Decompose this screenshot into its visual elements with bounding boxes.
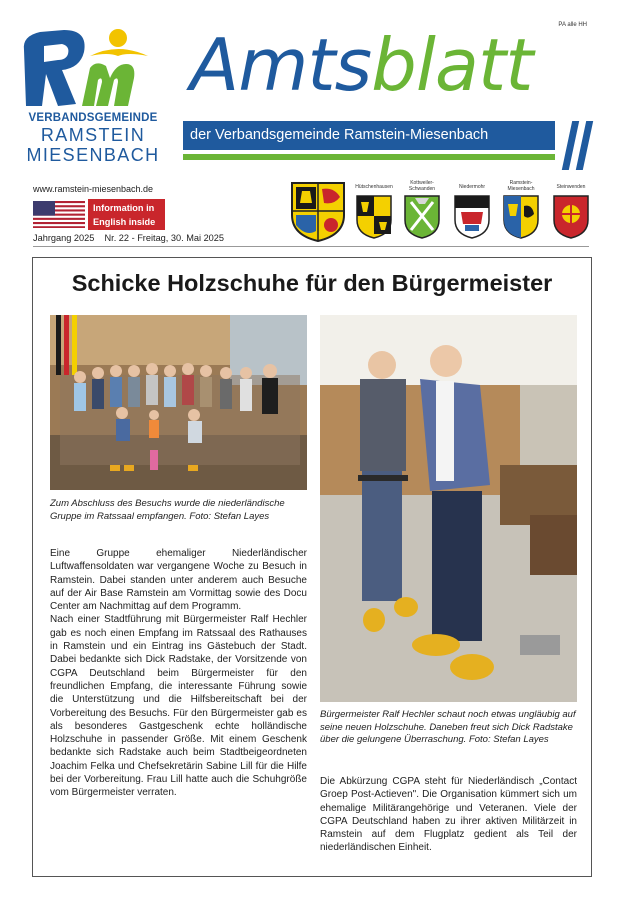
us-flag-icon [33, 201, 85, 228]
article-body-col1 [50, 547, 307, 800]
masthead-green-rule [183, 154, 555, 160]
clogs-photo-image [320, 315, 577, 702]
arms-label-ramstein: Ramstein- Miesenbach [507, 180, 535, 192]
english-info-badge[interactable] [33, 199, 165, 230]
clogs-photo [320, 315, 577, 702]
arms-label-steinwenden: Steinwenden [556, 184, 586, 190]
article-paragraph: Eine Gruppe ehemaliger Niederländischer Luftwaffensoldaten war vergangene Woche zu Besuch in Ramstein. Dabei standen unter anderem auch Besuche auf der Air Base Ramstein am Vormittag sowie des Docu Center am Nachmittag auf dem Programm. [50, 548, 307, 613]
masthead-title-amts: Amts [190, 23, 372, 107]
arms-label-huetschenhausen: Hütschenhausen [355, 184, 393, 190]
masthead-title [190, 24, 532, 106]
distribution-note: PA alle HH [558, 22, 587, 28]
group-photo-caption: Zum Abschluss des Besuchs wurde die niederländische Gruppe im Ratssaal empfangen. Foto: Stefan Layes [50, 498, 285, 522]
issue-line: Jahrgang 2025 Nr. 22 - Freitag, 30. Mai 2025 [33, 233, 225, 243]
kottweiler-schwanden-arms-icon [403, 194, 441, 240]
arms-label-niedermohr: Niedermohr [458, 184, 486, 190]
article-headline: Schicke Holzschuhe für den Bürgermeister [71, 270, 553, 296]
english-info-label: Information in English inside [88, 199, 165, 230]
article-box [32, 257, 592, 877]
masthead-title-blatt: blatt [371, 23, 533, 107]
vg-logo [18, 22, 168, 165]
logo-line-ramstein: RAMSTEIN [40, 125, 146, 145]
article-paragraph: Die Abkürzung CGPA steht für Niederländisch „Contact Groep Post-Actieven". Die Organisation kümmert sich um ehemalige Militärangehörige und Veteranen. Viele der CGPA Deutschland haben zu ihrer aktiven Militärzeit in Ramstein auf dem Flugplatz gedient als Teil der niederländischen Einheit. [320, 776, 577, 854]
arms-label-kottweiler: Kottweiler- Schwanden [408, 180, 436, 192]
verbandsgemeinde-arms-icon [290, 181, 346, 243]
rm-logo-mark-icon [18, 22, 168, 112]
article-body-col2 [320, 775, 577, 855]
masthead-slash-2 [576, 121, 593, 170]
clogs-photo-caption: Bürgermeister Ralf Hechler schaut noch etwas ungläubig auf seine neuen Holzschuhe. Daneben freut sich Dick Radstake über die gelungene Überraschung. Foto: Stefan Layes [320, 709, 576, 745]
website-url[interactable]: www.ramstein-miesenbach.de [33, 184, 154, 194]
steinwenden-arms-icon [552, 194, 590, 240]
group-photo [50, 315, 307, 490]
header-rule [33, 246, 589, 247]
logo-line-miesenbach: MIESENBACH [26, 145, 160, 165]
niedermohr-arms-icon [453, 194, 491, 240]
group-photo-image [50, 315, 307, 490]
masthead-subtitle: der Verbandsgemeinde Ramstein-Miesenbach [183, 121, 555, 150]
ramstein-miesenbach-arms-icon [502, 194, 540, 240]
huetschenhausen-arms-icon [355, 194, 393, 240]
article-paragraph: Nach einer Stadtführung mit Bürgermeister Ralf Hechler gab es noch einen Empfang im Ratssaal des Rathauses in Ramstein und ein Eintrag ins Gästebuch der Stadt. Dabei bedankte sich Dick Radstake, der Vorsitzende von CGPA Deutschland beim Bürgermeister für den freundlichen Empfang, die interessante Führung sowie die Unterstützung und die Hilfsbereitschaft bei der Vorbereitung des Besuchs. Für den Bürgermeister gab es als besonderes Gastgeschenk echte holländische Holzschuhe in passender Größe. Mit einem Geschenk bedankte sich Radstake auch beim Stadtbeigeordneten Joachim Felka und Chefsekretärin Sabine Lill für die Hilfe bei der Vorbereitung. Frau Lill hatte auch die Schuhgröße vom Bürgermeister verraten. [50, 614, 307, 799]
logo-line-verbandsgemeinde: VERBANDSGEMEINDE [28, 112, 158, 124]
